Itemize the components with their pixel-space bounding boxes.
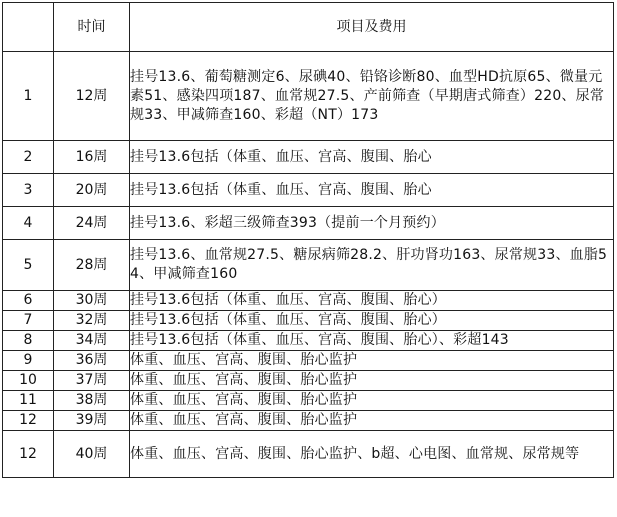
header-row — [3, 3, 614, 52]
row-week: 37周 — [54, 371, 130, 391]
table-row — [3, 311, 614, 331]
row-index: 7 — [3, 311, 54, 331]
table-row — [3, 411, 614, 431]
row-index: 10 — [3, 371, 54, 391]
row-items: 挂号13.6包括（体重、血压、宫高、腹围、胎心） — [130, 291, 614, 311]
row-items: 挂号13.6、葡萄糖测定6、尿碘40、铅铬诊断80、血型HD抗原65、微量元素51、感染四项187、血常规27.5、产前筛查（早期唐式筛查）220、尿常规33、甲减筛查160、彩超（NT）173 — [130, 52, 614, 141]
table-row — [3, 141, 614, 174]
row-week: 40周 — [54, 431, 130, 478]
row-index: 9 — [3, 351, 54, 371]
row-week: 16周 — [54, 141, 130, 174]
row-week: 36周 — [54, 351, 130, 371]
row-index: 2 — [3, 141, 54, 174]
row-items: 挂号13.6包括（体重、血压、宫高、腹围、胎心） — [130, 311, 614, 331]
row-week: 28周 — [54, 240, 130, 291]
row-week: 24周 — [54, 207, 130, 240]
row-week: 32周 — [54, 311, 130, 331]
table-row — [3, 431, 614, 478]
header-week: 时间 — [54, 3, 130, 52]
prenatal-schedule-table — [2, 2, 614, 478]
row-index: 4 — [3, 207, 54, 240]
row-week: 12周 — [54, 52, 130, 141]
row-week: 20周 — [54, 174, 130, 207]
row-items: 挂号13.6、血常规27.5、糖尿病筛28.2、肝功肾功163、尿常规33、血脂54、甲减筛查160 — [130, 240, 614, 291]
table-row — [3, 371, 614, 391]
row-items: 体重、血压、宫高、腹围、胎心监护 — [130, 371, 614, 391]
row-week: 39周 — [54, 411, 130, 431]
table-row — [3, 351, 614, 371]
table-row — [3, 291, 614, 311]
header-index — [3, 3, 54, 52]
row-week: 38周 — [54, 391, 130, 411]
row-index: 12 — [3, 411, 54, 431]
table-body — [3, 52, 614, 478]
row-items: 挂号13.6、彩超三级筛查393（提前一个月预约） — [130, 207, 614, 240]
row-week: 34周 — [54, 331, 130, 351]
table-row — [3, 240, 614, 291]
table-row — [3, 391, 614, 411]
row-index: 8 — [3, 331, 54, 351]
row-items: 体重、血压、宫高、腹围、胎心监护 — [130, 351, 614, 371]
row-index: 1 — [3, 52, 54, 141]
table-row — [3, 52, 614, 141]
row-items: 体重、血压、宫高、腹围、胎心监护 — [130, 411, 614, 431]
table-row — [3, 207, 614, 240]
row-items: 挂号13.6包括（体重、血压、宫高、腹围、胎心 — [130, 174, 614, 207]
table-row — [3, 174, 614, 207]
table-header — [3, 3, 614, 52]
row-index: 12 — [3, 431, 54, 478]
row-items: 挂号13.6包括（体重、血压、宫高、腹围、胎心）、彩超143 — [130, 331, 614, 351]
row-index: 5 — [3, 240, 54, 291]
row-index: 11 — [3, 391, 54, 411]
row-week: 30周 — [54, 291, 130, 311]
row-items: 体重、血压、宫高、腹围、胎心监护 — [130, 391, 614, 411]
row-items: 体重、血压、宫高、腹围、胎心监护、b超、心电图、血常规、尿常规等 — [130, 431, 614, 478]
header-items: 项目及费用 — [130, 3, 614, 52]
table-row — [3, 331, 614, 351]
row-index: 3 — [3, 174, 54, 207]
row-items: 挂号13.6包括（体重、血压、宫高、腹围、胎心 — [130, 141, 614, 174]
row-index: 6 — [3, 291, 54, 311]
